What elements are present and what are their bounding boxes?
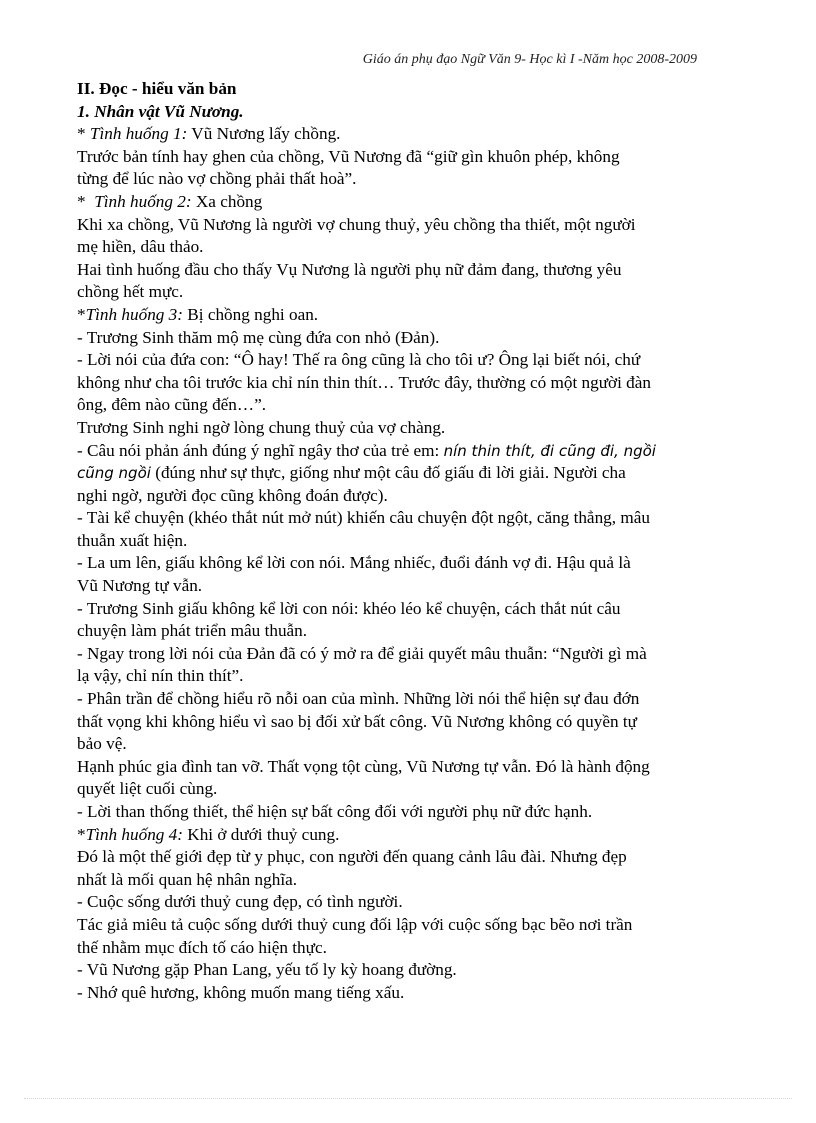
text-line bbox=[77, 620, 717, 643]
text-span: cũng ngồi bbox=[77, 464, 151, 483]
text-span: mẹ hiền, dâu thảo. bbox=[77, 237, 204, 257]
text-span: - Cuộc sống dưới thuỷ cung đẹp, có tình người. bbox=[77, 892, 403, 912]
text-span: - Câu nói phản ánh đúng ý nghĩ ngây thơ của trẻ em: bbox=[77, 440, 444, 460]
text-span: bảo vệ. bbox=[77, 734, 127, 754]
text-line bbox=[77, 846, 717, 869]
section-title: II. Đọc - hiểu văn bản bbox=[77, 79, 237, 98]
text-line bbox=[77, 214, 717, 237]
text-span: - Trương Sinh thăm mộ mẹ cùng đứa con nhỏ (Đản). bbox=[77, 327, 440, 347]
text-span: Trước bản tính hay ghen của chồng, Vũ Nương đã “giữ gìn khuôn phép, không bbox=[77, 146, 620, 166]
text-span: Hạnh phúc gia đình tan vỡ. Thất vọng tột cùng, Vũ Nương tự vẫn. Đó là hành động bbox=[77, 756, 650, 776]
text-line bbox=[77, 281, 717, 304]
text-span: - Lời than thống thiết, thể hiện sự bất công đối với người phụ nữ đức hạnh. bbox=[77, 802, 593, 821]
text-line bbox=[77, 891, 717, 914]
text-span: Vũ Nương lấy chồng. bbox=[187, 124, 341, 144]
text-line bbox=[77, 349, 717, 372]
document-body bbox=[77, 78, 717, 1004]
text-line bbox=[77, 914, 717, 937]
text-span: quyết liệt cuối cùng. bbox=[77, 779, 218, 799]
text-line bbox=[77, 372, 717, 395]
text-span: - Phân trần để chồng hiểu rõ nỗi oan của mình. Những lời nói thể hiện sự đau đớn bbox=[77, 689, 640, 709]
text-span: - Trương Sinh giấu không kể lời con nói: khéo léo kể chuyện, cách thắt nút câu bbox=[77, 598, 621, 618]
text-span: * bbox=[77, 191, 90, 211]
text-line bbox=[77, 236, 717, 259]
text-span: Khi ở dưới thuỷ cung. bbox=[183, 824, 340, 844]
subsection-title: 1. Nhân vật Vũ Nương. bbox=[77, 101, 244, 121]
text-span: thế nhằm mục đích tố cáo hiện thực. bbox=[77, 937, 327, 957]
text-line bbox=[77, 191, 717, 214]
text-line bbox=[77, 643, 717, 666]
text-line bbox=[77, 146, 717, 169]
text-line bbox=[77, 552, 717, 575]
text-line bbox=[77, 394, 717, 417]
text-span: nín thin thít, đi cũng đi, ngồi bbox=[443, 441, 656, 460]
text-line bbox=[77, 304, 717, 327]
text-line bbox=[77, 869, 717, 892]
text-span: từng để lúc nào vợ chồng phải thất hoà”. bbox=[77, 169, 357, 189]
text-span: Hai tình huống đầu cho thấy Vụ Nương là người phụ nữ đảm đang, thương yêu bbox=[77, 259, 622, 279]
text-span: * bbox=[77, 124, 90, 144]
text-line bbox=[77, 462, 717, 485]
text-line bbox=[77, 982, 717, 1005]
text-span: - Nhớ quê hương, không muốn mang tiếng xấu. bbox=[77, 982, 405, 1002]
text-span: - La um lên, giấu không kể lời con nói. Mắng nhiếc, đuổi đánh vợ đi. Hậu quả là bbox=[77, 553, 631, 573]
text-span: ông, đêm nào cũng đến…”. bbox=[77, 395, 267, 415]
text-span: * bbox=[77, 824, 86, 844]
page-bottom-rule bbox=[24, 1098, 792, 1099]
text-span: Tình huống 3: bbox=[85, 304, 183, 324]
text-span: Xa chồng bbox=[191, 191, 263, 211]
text-line bbox=[77, 259, 717, 282]
text-span: nghi ngờ, người đọc cũng không đoán được). bbox=[77, 485, 388, 505]
text-line bbox=[77, 665, 717, 688]
text-span: thất vọng khi không hiểu vì sao bị đối xử bất công. Vũ Nương không có quyền tự bbox=[77, 711, 637, 731]
paragraph-lines bbox=[77, 123, 717, 1004]
text-span: - Tài kể chuyện (khéo thắt nút mở nút) khiến câu chuyện đột ngột, căng thẳng, mâu bbox=[77, 508, 650, 528]
text-span: thuẫn xuất hiện. bbox=[77, 530, 188, 550]
text-line bbox=[77, 937, 717, 960]
text-span: - Lời nói của đứa con: “Ô hay! Thế ra ông cũng là cho tôi ư? Ông lại biết nói, chứ bbox=[77, 350, 641, 370]
text-span: chuyện làm phát triển mâu thuẫn. bbox=[77, 621, 308, 641]
text-span: Bị chồng nghi oan. bbox=[183, 304, 319, 324]
text-line bbox=[77, 485, 717, 508]
text-line bbox=[77, 824, 717, 847]
text-span: Tình huống 4: bbox=[85, 824, 183, 844]
text-span: nhất là mối quan hệ nhân nghĩa. bbox=[77, 869, 298, 889]
text-line bbox=[77, 733, 717, 756]
text-span: Tình huống 2: bbox=[89, 191, 192, 211]
text-span: Vũ Nương tự vẫn. bbox=[77, 576, 203, 596]
text-line bbox=[77, 598, 717, 621]
text-line bbox=[77, 530, 717, 553]
text-line bbox=[77, 327, 717, 350]
text-line bbox=[77, 440, 717, 463]
text-span: Tác giả miêu tả cuộc sống dưới thuỷ cung đối lập với cuộc sống bạc bẽo nơi trần bbox=[77, 914, 633, 934]
text-span: chồng hết mực. bbox=[77, 282, 184, 302]
text-span: (đúng như sự thực, giống như một câu đố giấu đi lời giải. Người cha bbox=[150, 463, 626, 483]
text-line bbox=[77, 575, 717, 598]
text-line bbox=[77, 168, 717, 191]
text-line bbox=[77, 123, 717, 146]
text-line bbox=[77, 778, 717, 801]
text-span: - Vũ Nương gặp Phan Lang, yếu tố ly kỳ hoang đường. bbox=[77, 960, 457, 980]
text-span: - Ngay trong lời nói của Đản đã có ý mở ra để giải quyết mâu thuẫn: “Người gì mà bbox=[77, 643, 647, 663]
text-line bbox=[77, 688, 717, 711]
text-span: lạ vậy, chỉ nín thin thít”. bbox=[77, 666, 244, 686]
text-line bbox=[77, 507, 717, 530]
text-span: Trương Sinh nghi ngờ lòng chung thuỷ của vợ chàng. bbox=[77, 417, 446, 437]
text-span: * bbox=[77, 304, 86, 324]
text-line bbox=[77, 756, 717, 779]
text-span: không như cha tôi trước kia chỉ nín thin thít… Trước đây, thường có một người đàn bbox=[77, 372, 651, 392]
text-line bbox=[77, 801, 717, 824]
text-span: Khi xa chồng, Vũ Nương là người vợ chung thuỷ, yêu chồng tha thiết, một người bbox=[77, 214, 636, 234]
page-header: Giáo án phụ đạo Ngữ Văn 9- Học kì I -Năm học 2008-2009 bbox=[362, 52, 697, 67]
text-line bbox=[77, 417, 717, 440]
text-span: Tình huống 1: bbox=[89, 124, 188, 144]
text-line bbox=[77, 711, 717, 734]
text-span: Đó là một thế giới đẹp từ y phục, con người đến quang cảnh lâu đài. Nhưng đẹp bbox=[77, 847, 627, 867]
text-line bbox=[77, 959, 717, 982]
